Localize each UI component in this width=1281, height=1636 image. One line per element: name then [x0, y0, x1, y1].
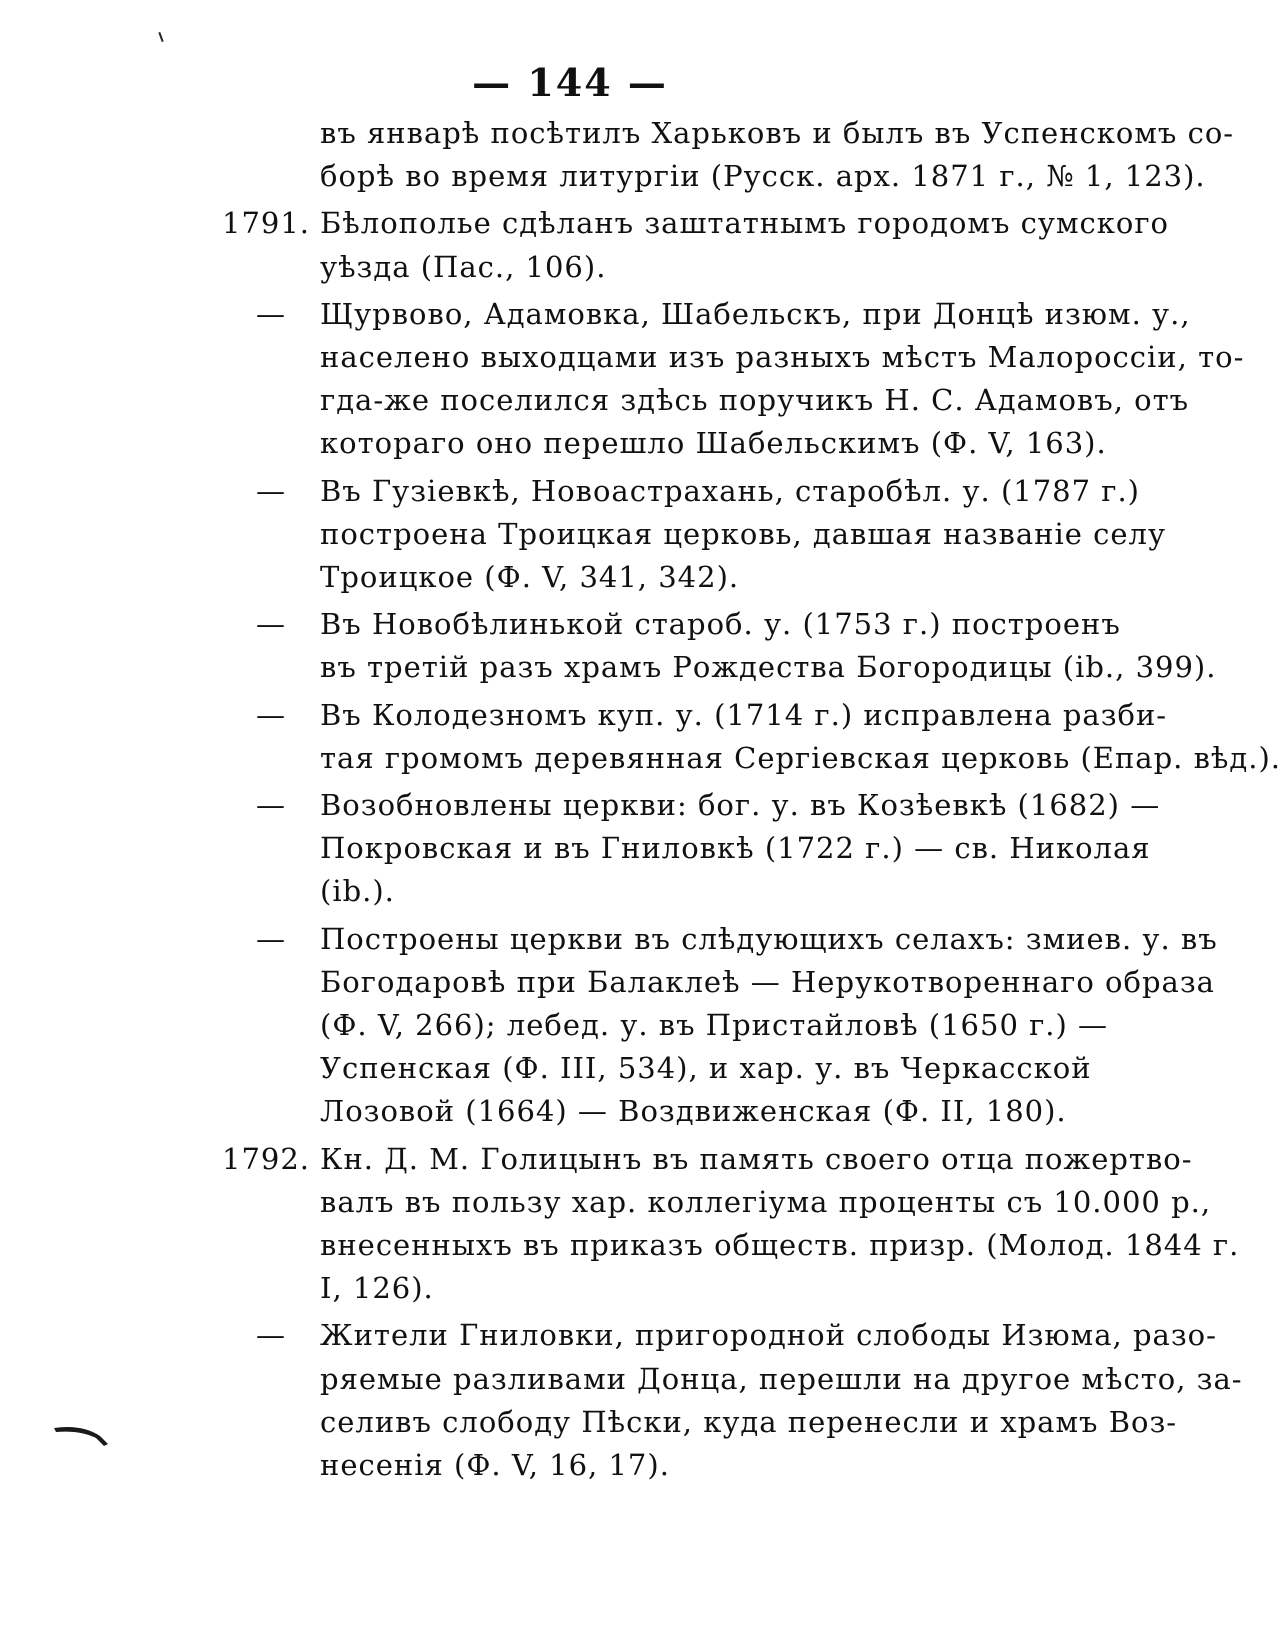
- entry-body: [320, 1314, 1243, 1487]
- text-line: Въ Гузіевкѣ, Новоастрахань, старобѣл. у. (1787 г.): [320, 473, 1141, 508]
- text-line: Въ Колодезномъ куп. у. (1714 г.) исправлена разби-: [320, 697, 1168, 732]
- text-line: Лозовой (1664) — Воздвиженская (Ф. II, 180).: [320, 1094, 1067, 1129]
- entry-year: 1791.: [222, 206, 311, 241]
- text-line: Богодаровѣ при Балаклеѣ — Нерукотвореннаго образа: [320, 964, 1215, 999]
- entry-body: [320, 694, 1281, 780]
- entry-dash: —: [256, 1318, 286, 1353]
- text-line: Успенская (Ф. III, 534), и хар. у. въ Черкасской: [320, 1051, 1092, 1086]
- text-line: Жители Гниловки, пригородной слободы Изюма, разо-: [320, 1318, 1217, 1353]
- entry: [222, 112, 1235, 198]
- text-line: Покровская и въ Гниловкѣ (1722 г.) — св. Николая: [320, 831, 1151, 866]
- chronicle-text: [222, 112, 1281, 1487]
- text-line: Троицкое (Ф. V, 341, 342).: [320, 560, 740, 595]
- text-line: построена Троицкая церковь, давшая названіе селу: [320, 516, 1167, 551]
- text-line: внесенныхъ въ приказъ обществ. призр. (Молод. 1844 г.: [320, 1228, 1240, 1263]
- text-line: населено выходцами изъ разныхъ мѣстъ Малороссіи, то-: [320, 340, 1245, 375]
- page-number-header: — 144 —: [472, 60, 668, 105]
- entry-body: [320, 470, 1167, 600]
- entry: [222, 694, 1281, 780]
- entry-year: 1792.: [222, 1141, 311, 1176]
- entry-body: [320, 784, 1161, 914]
- entry-dash: —: [256, 473, 286, 508]
- text-line: (ib.).: [320, 874, 395, 909]
- text-line: ряемые разливами Донца, перешли на другое мѣсто, за-: [320, 1361, 1243, 1396]
- text-line: Щурвово, Адамовка, Шабельскъ, при Донцѣ изюм. у.,: [320, 296, 1191, 331]
- text-line: валъ въ пользу хар. коллегіума проценты съ 10.000 р.,: [320, 1184, 1212, 1219]
- text-line: Кн. Д. М. Голицынъ въ память своего отца пожертво-: [320, 1141, 1193, 1176]
- entry-body: [320, 1138, 1240, 1311]
- entry-body: [320, 202, 1169, 288]
- text-line: I, 126).: [320, 1271, 434, 1306]
- text-line: борѣ во время литургіи (Русск. арх. 1871 г., № 1, 123).: [320, 159, 1206, 194]
- entry-body: [320, 918, 1218, 1134]
- text-line: Бѣлополье сдѣланъ заштатнымъ городомъ сумского: [320, 206, 1169, 241]
- entry-dash: —: [256, 296, 286, 331]
- text-line: уѣзда (Пас., 106).: [320, 249, 607, 284]
- entry-dash: —: [256, 921, 286, 956]
- entry-body: [320, 293, 1245, 466]
- entry: [222, 202, 1169, 288]
- entry-body: [320, 112, 1235, 198]
- entry-dash: —: [256, 788, 286, 823]
- text-line: (Ф. V, 266); лебед. у. въ Пристайловѣ (1650 г.) —: [320, 1008, 1109, 1043]
- text-line: Возобновлены церкви: бог. у. въ Козѣевкѣ (1682) —: [320, 788, 1161, 823]
- ink-smudge-mark: [52, 1422, 122, 1452]
- entry: [222, 293, 1245, 466]
- text-line: Построены церкви въ слѣдующихъ селахъ: змиев. у. въ: [320, 921, 1218, 956]
- scan-speck: [158, 32, 163, 42]
- text-line: котораго оно перешло Шабельскимъ (Ф. V, 163).: [320, 426, 1107, 461]
- entry-dash: —: [256, 697, 286, 732]
- text-line: тая громомъ деревянная Сергіевская церковь (Епар. вѣд.).: [320, 740, 1281, 775]
- text-line: въ третій разъ храмъ Рождества Богородицы (ib., 399).: [320, 650, 1217, 685]
- text-line: Въ Новобѣлинькой староб. у. (1753 г.) построенъ: [320, 607, 1121, 642]
- entry: [222, 470, 1167, 600]
- text-line: селивъ слободу Пѣски, куда перенесли и храмъ Воз-: [320, 1404, 1178, 1439]
- text-line: гда-же поселился здѣсь поручикъ Н. С. Адамовъ, отъ: [320, 383, 1190, 418]
- entry: [222, 603, 1217, 689]
- entry-body: [320, 603, 1217, 689]
- text-line: въ январѣ посѣтилъ Харьковъ и былъ въ Успенскомъ со-: [320, 116, 1235, 150]
- entry: [222, 1138, 1240, 1311]
- entry: [222, 1314, 1243, 1487]
- entry-dash: —: [256, 607, 286, 642]
- entry: [222, 918, 1218, 1134]
- entry: [222, 784, 1161, 914]
- text-line: несенія (Ф. V, 16, 17).: [320, 1448, 670, 1483]
